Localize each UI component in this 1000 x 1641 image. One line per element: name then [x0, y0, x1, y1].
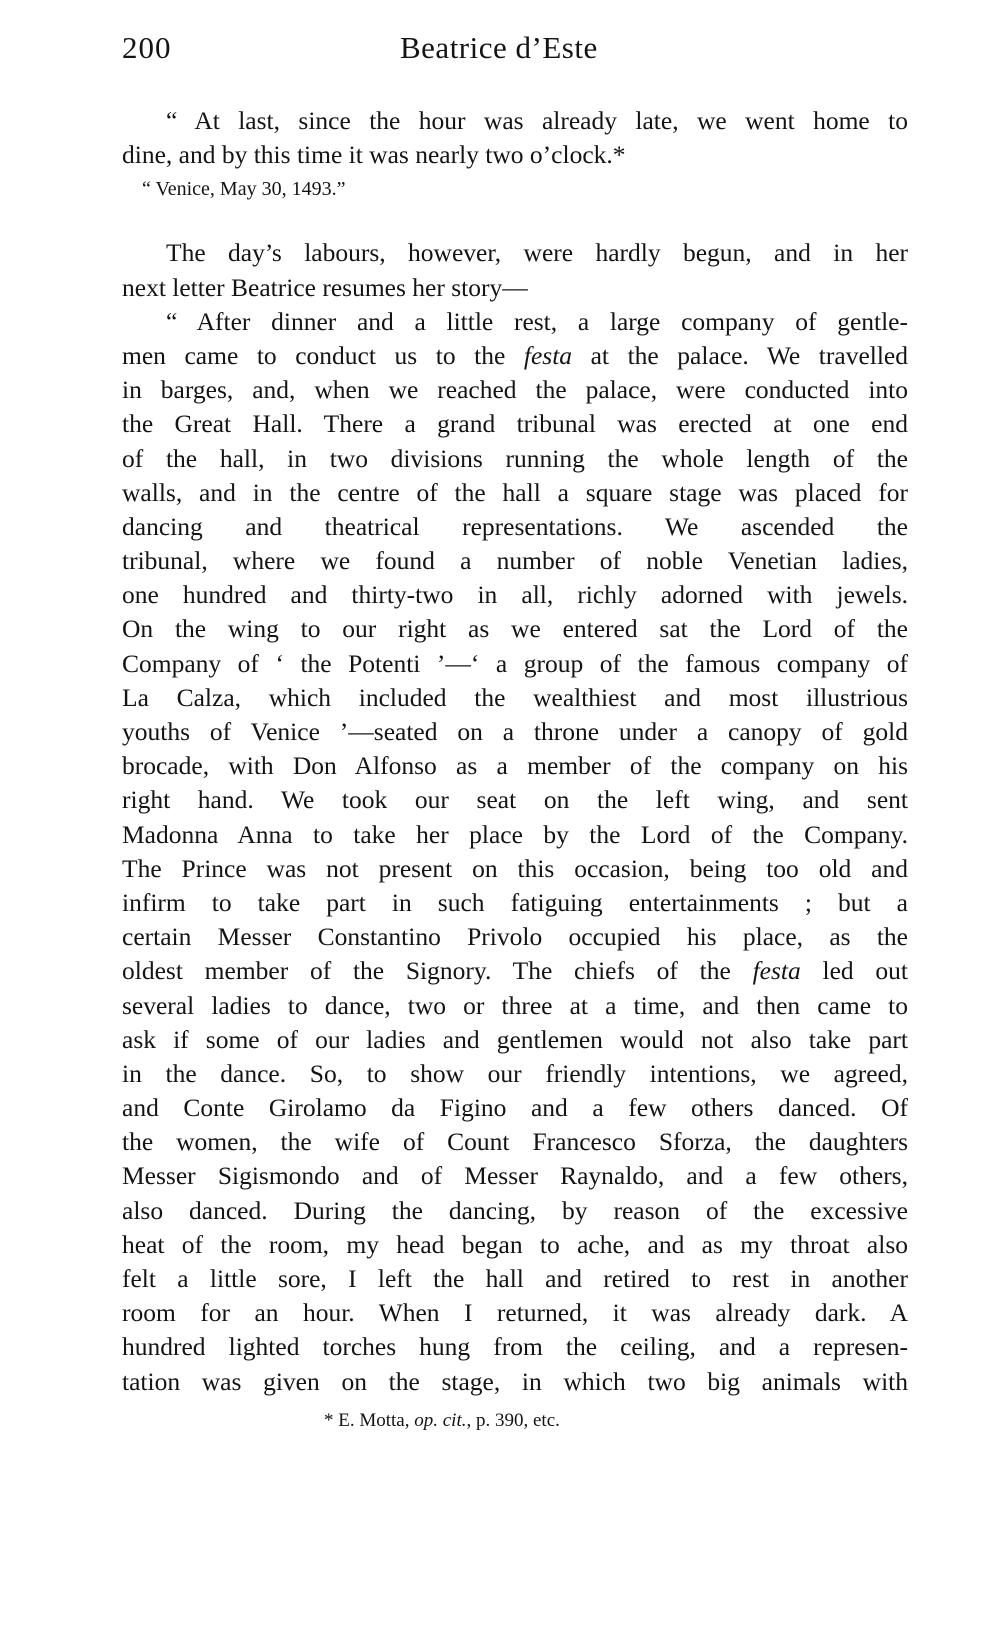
- quote2-line: The Prince was not present on this occasion, being too old and: [122, 853, 908, 883]
- quote2-line: the women, the wife of Count Francesco Sforza, the daughters: [122, 1127, 908, 1157]
- italic-festa: festa: [752, 956, 801, 986]
- quote2-line: also danced. During the dancing, by reason of the excessive: [122, 1195, 908, 1225]
- quote2-line: dancing and theatrical representations. We ascended the: [122, 511, 908, 541]
- running-title: Beatrice d’Este: [400, 30, 598, 65]
- text-run: oldest member of the Signory. The chiefs of the: [122, 956, 753, 986]
- footnote-marker: *: [324, 1410, 339, 1431]
- quote2-line: room for an hour. When I returned, it was already dark. A: [122, 1298, 908, 1328]
- quote2-line: tribunal, where we found a number of noble Venetian ladies,: [122, 546, 908, 576]
- quote2-line: “ After dinner and a little rest, a large company of gentle-: [166, 306, 908, 336]
- quote2-line: Company of ‘ the Potenti ’—‘ a group of the famous company of: [122, 648, 908, 678]
- quote2-line: of the hall, in two divisions running the whole length of the: [122, 443, 908, 473]
- quote2-line: Madonna Anna to take her place by the Lord of the Company.: [122, 819, 908, 849]
- quote2-line: youths of Venice ’—seated on a throne under a canopy of gold: [122, 717, 908, 746]
- letter-signature: “ Venice, May 30, 1493.”: [142, 178, 346, 201]
- quote2-line: ask if some of our ladies and gentlemen would not also take part: [122, 1024, 908, 1054]
- quote1-line: “ At last, since the hour was already late, we went home to: [166, 106, 908, 135]
- footnote-rest: , p. 390, etc.: [466, 1410, 560, 1431]
- text-run: men came to conduct us to the: [122, 340, 524, 370]
- quote2-line: one hundred and thirty-two in all, richly adorned with jewels.: [122, 580, 908, 610]
- quote2-line: [122, 954, 908, 988]
- quote2-line: the Great Hall. There a grand tribunal was erected at one end: [122, 409, 908, 439]
- quote2-line: felt a little sore, I left the hall and retired to rest in another: [122, 1264, 908, 1293]
- quote2-line: infirm to take part in such fatiguing entertainments ; but a: [122, 887, 908, 917]
- quote2-line: in the dance. So, to show our friendly intentions, we agreed,: [122, 1058, 908, 1088]
- body-text: [122, 104, 908, 1399]
- footnote: [324, 1410, 560, 1432]
- quote2-line: certain Messer Constantino Privolo occupied his place, as the: [122, 922, 908, 952]
- quote2-line: several ladies to dance, two or three at a time, and then came to: [122, 990, 908, 1020]
- quote2-line: hundred lighted torches hung from the ceiling, and a represen-: [122, 1332, 908, 1362]
- quote2-line: right hand. We took our seat on the left wing, and sent: [122, 785, 908, 815]
- quote2-line: brocade, with Don Alfonso as a member of the company on his: [122, 751, 908, 781]
- text-run: led out: [800, 956, 908, 986]
- footnote-italic: op. cit.: [414, 1410, 467, 1431]
- narration-line: The day’s labours, however, were hardly begun, and in her: [166, 238, 908, 268]
- quote2-line: heat of the room, my head began to ache, and as my throat also: [122, 1229, 908, 1259]
- italic-festa: festa: [523, 340, 573, 370]
- quote2-line: Messer Sigismondo and of Messer Raynaldo, and a few others,: [122, 1161, 908, 1191]
- page-header: [122, 30, 912, 80]
- quote2-line: La Calza, which included the wealthiest and most illustrious: [122, 682, 908, 712]
- quote1-line: dine, and by this time it was nearly two o’clock.*: [122, 140, 626, 170]
- quote2-line: [122, 339, 908, 373]
- quote2-line: walls, and in the centre of the hall a square stage was placed for: [122, 477, 908, 507]
- quote2-line: in barges, and, when we reached the palace, were conducted into: [122, 375, 908, 405]
- page-number: 200: [122, 30, 172, 65]
- text-run: at the palace. We travelled: [572, 340, 908, 370]
- quote2-line: On the wing to our right as we entered sat the Lord of the: [122, 614, 908, 644]
- narration-line: next letter Beatrice resumes her story—: [122, 272, 528, 302]
- footnote-author: E. Motta,: [338, 1410, 415, 1431]
- quote2-line: and Conte Girolamo da Figino and a few others danced. Of: [122, 1093, 908, 1123]
- quote2-line: tation was given on the stage, in which two big animals with: [122, 1366, 908, 1396]
